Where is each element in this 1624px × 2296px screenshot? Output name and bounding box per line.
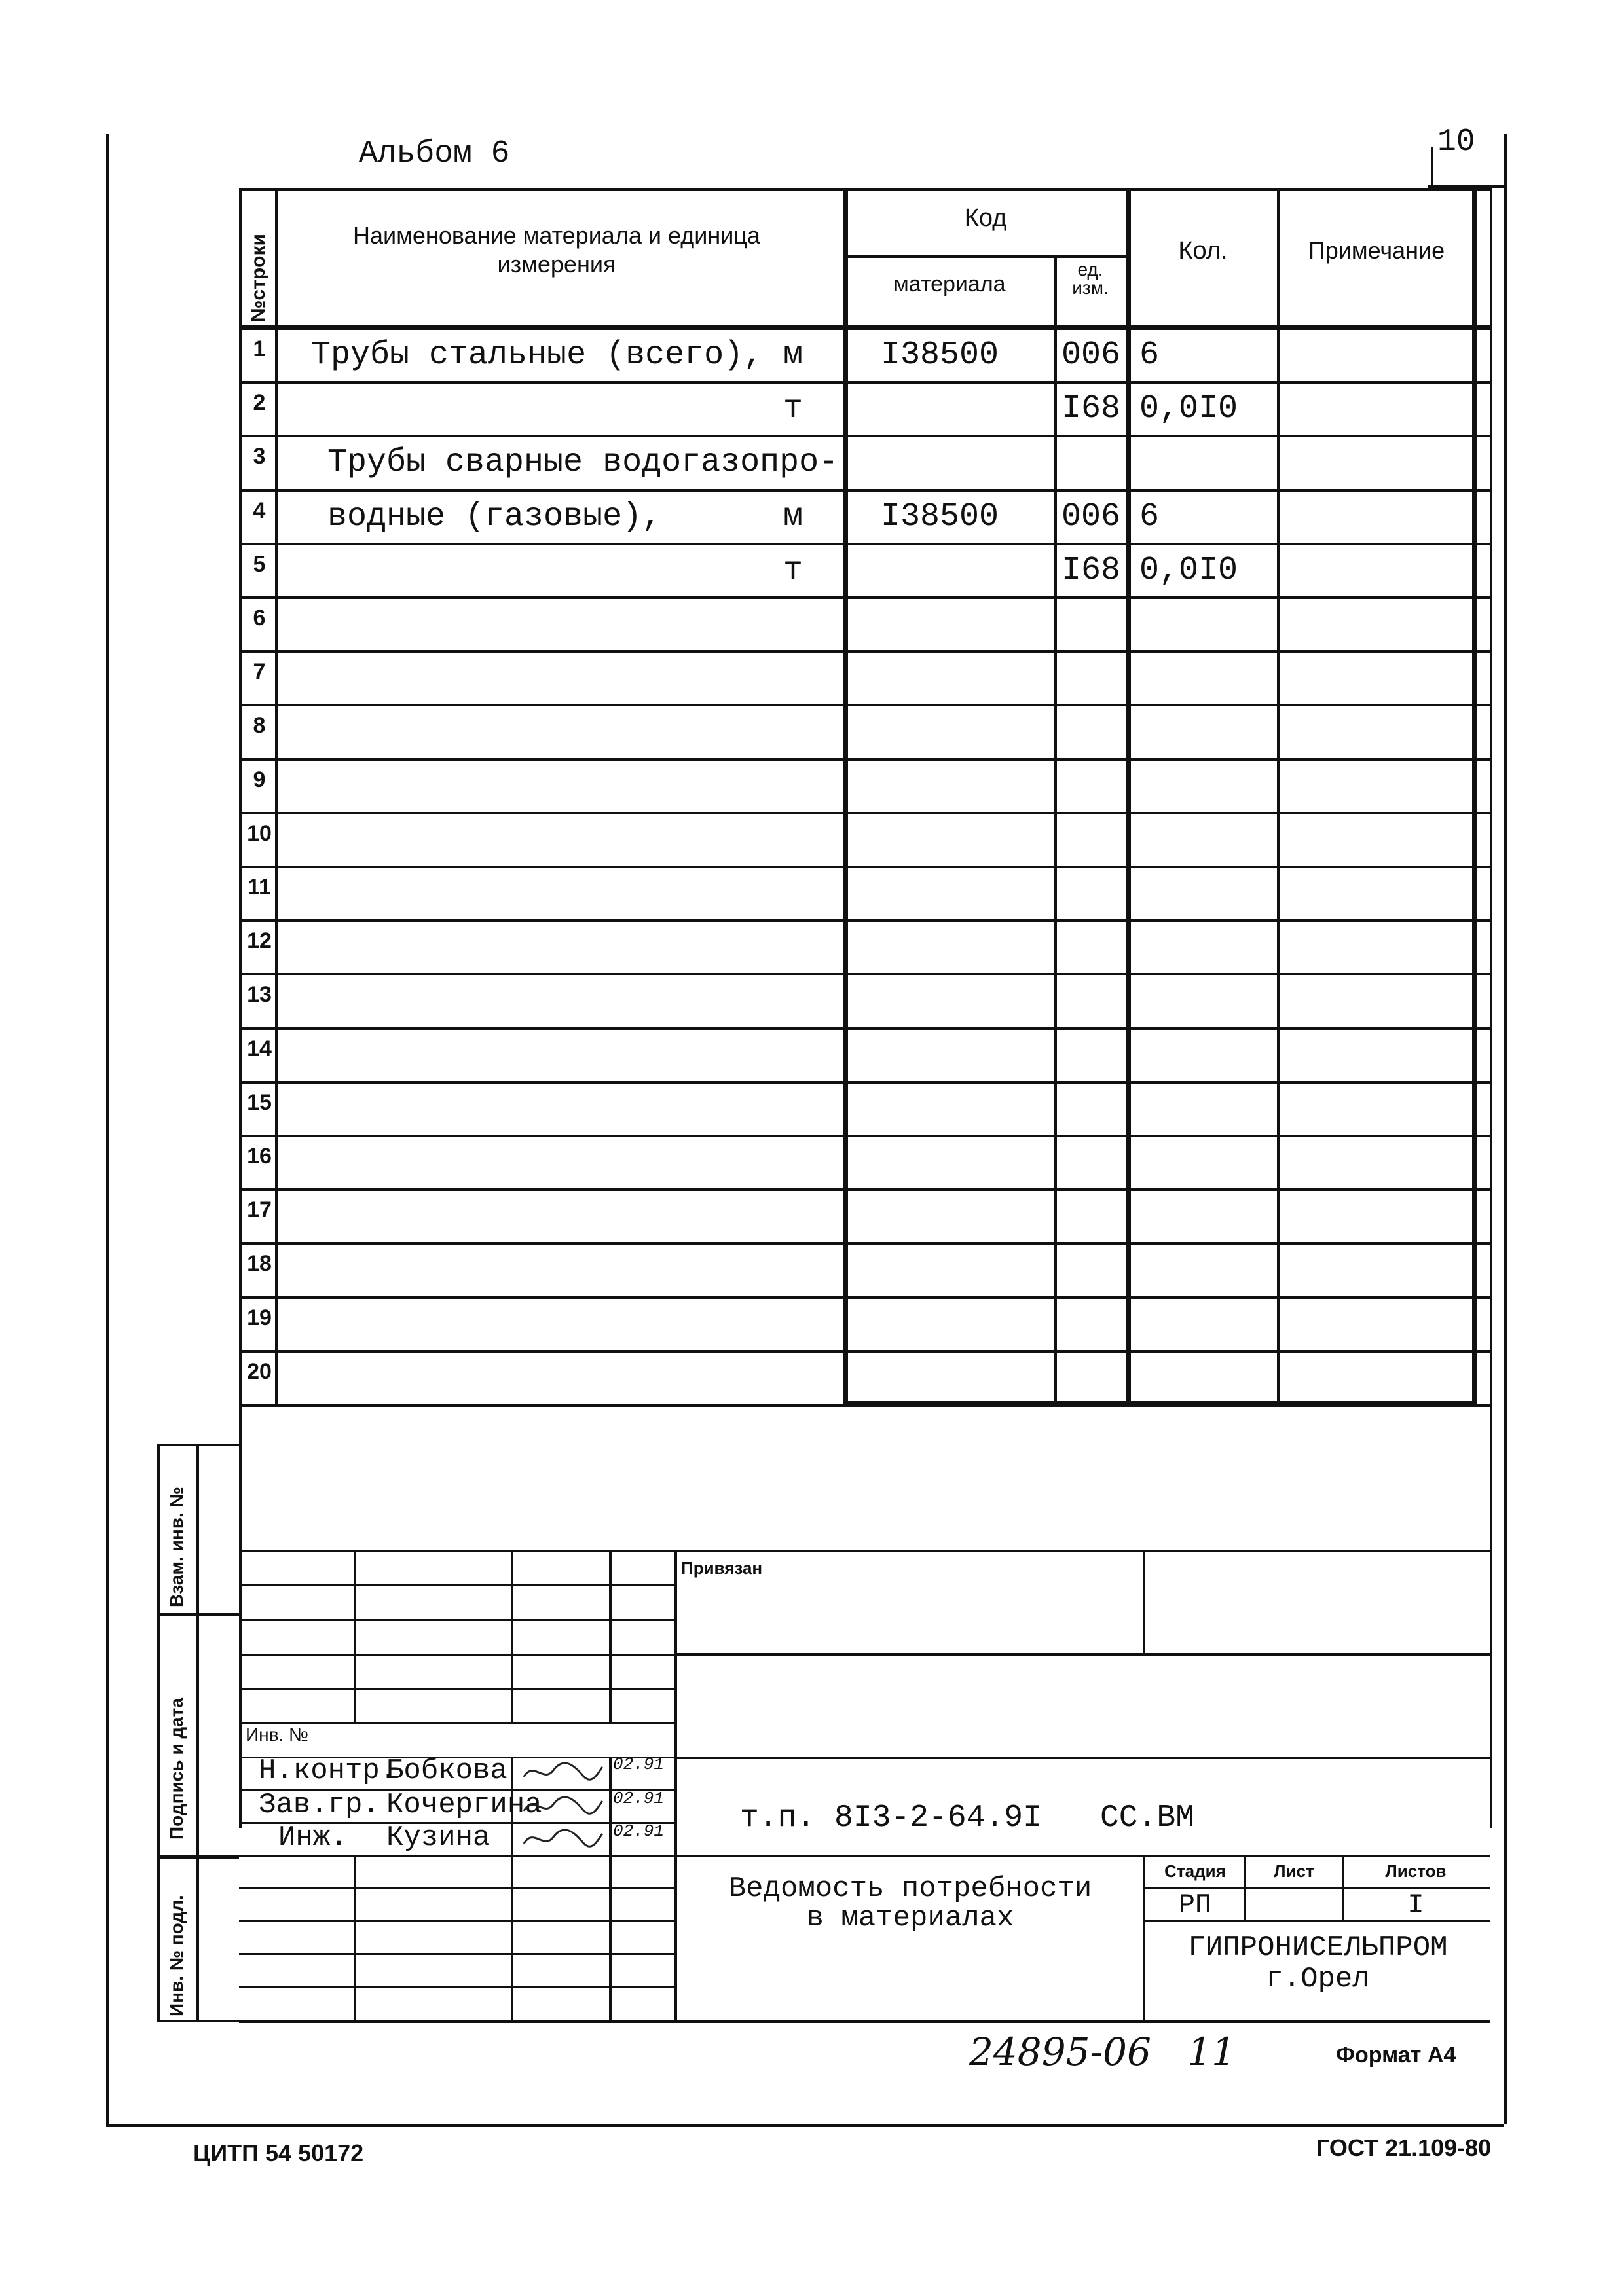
row-line [239,1242,1490,1245]
row-line [239,973,1490,975]
col-line-1 [275,188,278,1406]
tb-v4 [674,1550,677,2020]
row-number: 11 [248,875,271,900]
tb-h12 [239,1953,674,1955]
table-top-line [239,188,1490,191]
doc-code: т.п. 8I3-2-64.9I [740,1800,1042,1836]
row-line [239,1404,1490,1406]
signature-icon [521,1824,606,1853]
row-unit: т [783,390,803,428]
row-line [239,812,1490,814]
row-unit-code: I68 [1061,390,1120,428]
row-number: 16 [247,1144,272,1169]
note-header: Примечание [1308,237,1445,264]
tb-h4 [239,1688,674,1690]
doc-title-2: в материалах [806,1902,1014,1935]
sheet-label: Лист [1274,1861,1314,1881]
code-header: Код [964,204,1007,232]
tb-h13 [239,1986,674,1988]
code-unit-header: ед. изм. [1072,259,1109,298]
row-number: 9 [253,767,266,792]
stamp-bottom [157,2020,239,2022]
tb-bottom-line [239,2020,1490,2023]
row-number: 2 [253,390,266,415]
tb-v3 [609,1550,612,1722]
signer-date: 02.91 [613,1821,665,1841]
col-line-3 [1054,255,1057,1406]
row-number: 17 [247,1197,272,1222]
col-line-2 [843,188,848,1406]
footer-left: ЦИТП 54 50172 [193,2140,364,2166]
tb-h10 [239,1887,674,1889]
col-line-4 [1126,188,1131,1406]
signer-role: Н.контр. [259,1755,397,1787]
code-subheader-line [845,255,1126,258]
row-line [239,489,1490,492]
col-line-6 [1472,188,1477,1406]
col-line-7 [1490,188,1492,1828]
code-material-header: материала [893,272,1006,297]
row-material-name: Трубы сварные водогазопро- [327,444,839,481]
stamp-zam-inv: Взам. инв. № [166,1487,187,1607]
col-line-5 [1277,188,1280,1406]
row-line [239,1350,1490,1353]
row-line [239,866,1490,868]
page-number: 10 [1437,124,1475,160]
row-unit: т [783,552,803,589]
sheets-label: Листов [1385,1861,1447,1881]
stamp-outer-left [157,1444,160,2020]
format-label: Формат А4 [1336,2043,1456,2068]
row-material-name: Трубы стальные (всего), [311,337,764,374]
row-number: 19 [247,1305,272,1330]
frame-right [1504,134,1507,2124]
stage-value: РП [1178,1889,1212,1921]
tb-v2 [511,1550,513,1722]
row-number: 10 [247,821,272,846]
frame-left [106,134,109,2124]
org-city: г.Орел [1266,1963,1370,1995]
inv-no-label: Инв. № [246,1724,309,1745]
tb-right-split [1143,1855,1145,2020]
stamp-inv-podl: Инв. № подл. [166,1895,187,2016]
tb-h5 [239,1722,674,1724]
signer-role: Зав.гр. [259,1789,380,1821]
row-quantity: 0,0I0 [1139,552,1238,589]
row-number: 12 [247,928,272,953]
stamp-sep-2 [157,1855,239,1859]
privyazan-label: Привязан [681,1558,763,1578]
row-unit: м [783,337,803,374]
tb-v2b [511,1855,513,2020]
row-line [239,758,1490,761]
row-number: 8 [253,713,266,738]
signer-date: 02.91 [613,1755,665,1774]
row-number: 6 [253,606,266,630]
row-line [239,919,1490,922]
signer-name: Бобкова [386,1755,507,1787]
row-line [239,435,1490,437]
doc-mark: СС.ВМ [1100,1800,1195,1836]
row-line [239,381,1490,384]
row-quantity: 6 [1139,498,1160,536]
row-number-header: №строки [248,234,269,322]
row-material-code: I38500 [881,337,999,374]
row-line [239,596,1490,599]
row-quantity: 6 [1139,337,1160,374]
signer-date: 02.91 [613,1789,665,1808]
tb-v3c [609,1757,612,1855]
frame-bottom [106,2124,1504,2127]
album-label: Альбом 6 [359,136,510,172]
tb-code-top [674,1757,1490,1759]
handwritten-number: 24895-06 11 [969,2030,1236,2074]
stamp-top [157,1444,239,1446]
row-line [239,704,1490,706]
sheets-value: I [1407,1889,1424,1921]
tb-v1 [354,1550,356,1722]
tb-h9 [239,1855,1490,1857]
tb-h11 [239,1920,674,1922]
row-line [239,1188,1490,1191]
signer-name: Кочергина [386,1789,542,1821]
tb-top-line [239,1550,1490,1552]
tb-privyazan-split [1143,1550,1145,1653]
stamp-podpis: Подпись и дата [166,1698,187,1840]
row-number: 13 [247,982,272,1007]
tb-h2 [239,1619,674,1621]
signer-name: Кузина [386,1821,490,1854]
row-unit-code: 006 [1061,337,1120,374]
row-unit: м [783,498,803,536]
row-material-code: I38500 [881,498,999,536]
row-number: 15 [247,1090,272,1115]
signature-icon [521,1791,606,1820]
row-line [239,543,1490,545]
row-unit-code: I68 [1061,552,1120,589]
footer-right: ГОСТ 21.109-80 [1316,2134,1492,2161]
row-number: 5 [253,552,266,577]
row-unit-code: 006 [1061,498,1120,536]
tb-h3 [239,1654,674,1656]
stamp-sep-1 [157,1613,239,1616]
row-number: 3 [253,444,266,469]
tb-privyazan-bottom [674,1653,1490,1656]
qty-header: Кол. [1178,237,1228,264]
doc-title-1: Ведомость потребности [728,1872,1092,1905]
row-line [239,1296,1490,1299]
row-line [239,1027,1490,1030]
row-number: 20 [247,1359,272,1384]
row-material-name: водные (газовые), [327,498,662,536]
row-number: 1 [253,337,266,361]
row-number: 7 [253,659,266,684]
page-num-tick [1431,147,1433,187]
stamp-inner-left [196,1444,199,2020]
header-bottom-line [239,325,1490,330]
signature-icon [521,1757,606,1786]
tb-v1b [354,1855,356,2020]
signer-role: Инж. [278,1821,348,1854]
row-line [239,1135,1490,1137]
org-name: ГИПРОНИСЕЛЬПРОМ [1188,1931,1448,1964]
tb-v3b [609,1855,612,2020]
name-header: Наименование материала и единица измерения [353,222,760,278]
col-line-0 [239,188,242,1828]
row-number: 14 [247,1036,272,1061]
row-line [239,650,1490,653]
row-quantity: 0,0I0 [1139,390,1238,428]
row-number: 4 [253,498,266,523]
tb-h1 [239,1584,674,1586]
stage-label: Стадия [1164,1861,1226,1881]
row-number: 18 [247,1251,272,1276]
row-line [239,1081,1490,1084]
